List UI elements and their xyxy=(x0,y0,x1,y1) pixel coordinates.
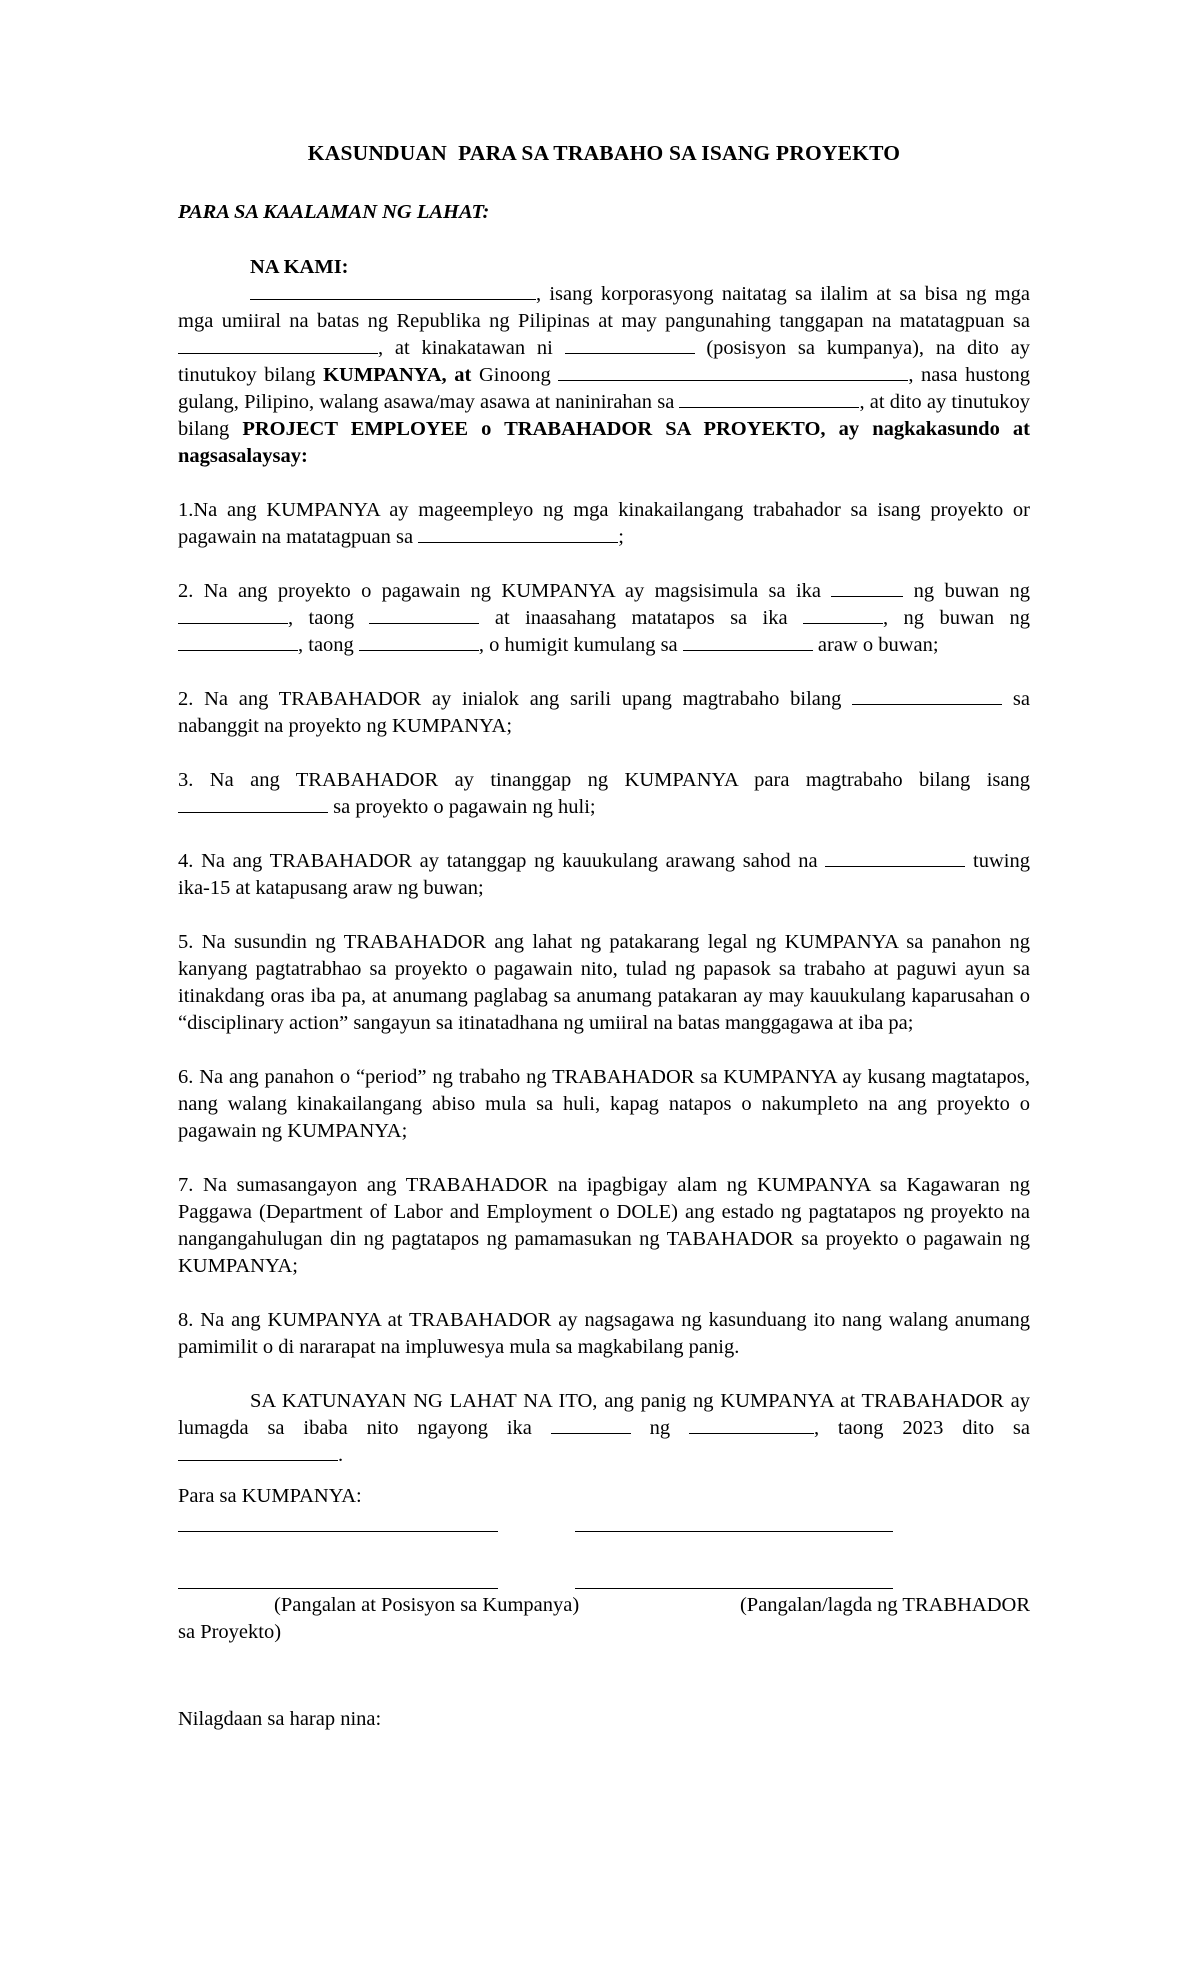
position-offered-blank xyxy=(852,686,1002,705)
residence-blank xyxy=(679,389,859,408)
signature-row-1 xyxy=(178,1510,1030,1537)
worker-caption-cont: sa Proyekto) xyxy=(178,1621,282,1643)
duration-blank xyxy=(683,632,813,651)
worker-signature-line xyxy=(575,1530,893,1532)
parties-paragraph: , isang korporasyong naitatag sa ilalim at sa bisa ng mga mga umiiral na batas ng Republika ng Pilipinas at may pangunahing tanggapan na matatagpuan sa , at kinakatawan ni (posisyon sa kumpanya), na dito ay tinutukoy bilang KUMPANYA, at Ginoong , nasa hustong gulang, Pilipino, walang asawa/may asawa at naninirahan sa , at dito ay tinutukoy bilang PROJECT EMPLOYEE o TRABAHADOR SA PROYEKTO, ay nagkakasundo at nagsasalaysay: xyxy=(178,283,1031,467)
signature-captions xyxy=(178,1592,1030,1646)
item-2-offer: 2. Na ang TRABAHADOR ay inialok ang sarili upang magtrabaho bilang sa nabanggit na proyekto ng KUMPANYA; xyxy=(178,688,1031,737)
position-hired-blank xyxy=(178,794,328,813)
end-month-blank xyxy=(178,632,298,651)
contract-document xyxy=(178,140,1030,1733)
company-signature-line xyxy=(178,1530,498,1532)
worker-caption: (Pangalan/lagda ng TRABHADOR xyxy=(739,1594,1030,1616)
item-4: 4. Na ang TRABAHADOR ay tatanggap ng kauukulang arawang sahod na tuwing ika-15 at katapusang araw ng buwan; xyxy=(178,850,1030,899)
daily-wage-blank xyxy=(825,848,965,867)
witness-label: Nilagdaan sa harap nina: xyxy=(178,1708,382,1730)
item-2-schedule: 2. Na ang proyekto o pagawain ng KUMPANYA ay magsisimula sa ika ng buwan ng , taong at inaasahang matatapos sa ika , ng buwan ng , taong , o humigit kumulang sa araw o buwan; xyxy=(178,580,1031,656)
start-month-blank xyxy=(178,605,288,624)
closing-paragraph: SA KATUNAYAN NG LAHAT NA ITO, ang panig ng KUMPANYA at TRABAHADOR ay lumagda sa ibaba nito ngayong ika ng , taong 2023 dito sa . xyxy=(178,1390,1031,1466)
company-caption: (Pangalan at Posisyon sa Kumpanya) xyxy=(274,1594,580,1616)
address-blank xyxy=(178,335,378,354)
item-6: 6. Na ang panahon o “period” ng trabaho ng TRABAHADOR sa KUMPANYA ay kusang magtatapos, nang walang kinakailangang abiso mula sa huli, kapag natapos o nakumpleto na ang proyekto o pagawain ng KUMPANYA; xyxy=(178,1066,1030,1142)
item-8: 8. Na ang KUMPANYA at TRABAHADOR ay nagsagawa ng kasunduang ito nang walang anumang pamimilit o di nararapat na impluwesya mula sa magkabilang panig. xyxy=(178,1309,1030,1358)
project-location-blank xyxy=(418,524,618,543)
company-name-line xyxy=(178,1587,498,1589)
company-name-blank xyxy=(250,281,536,300)
end-day-blank xyxy=(803,605,883,624)
representative-blank xyxy=(565,335,695,354)
intro-label: PARA SA KAALAMAN NG LAHAT: xyxy=(178,201,490,223)
worker-name-line xyxy=(575,1587,893,1589)
document-title: KASUNDUAN PARA SA TRABAHO SA ISANG PROYEKTO xyxy=(307,141,901,165)
start-year-blank xyxy=(369,605,479,624)
item-1: 1.Na ang KUMPANYA ay mageempleyo ng mga kinakailangang trabahador sa isang proyekto or pagawain na matatagpuan sa ; xyxy=(178,499,1030,548)
item-5: 5. Na susundin ng TRABAHADOR ang lahat ng patakarang legal ng KUMPANYA sa panahon ng kanyang pagtatrabhao sa proyekto o pagawain nito, tulad ng papasok sa trabaho at paguwi ayun sa itinakdang oras iba pa, at anumang paglabag sa anumang patakaran ay may kauukulang kaparusahan o “disciplinary action” sangayun sa itinatadhana ng umiiral na batas manggagawa at iba pa; xyxy=(178,931,1030,1034)
signature-section xyxy=(178,1483,1030,1733)
signing-day-blank xyxy=(551,1415,631,1434)
start-day-blank xyxy=(831,578,903,597)
end-year-blank xyxy=(359,632,479,651)
item-7: 7. Na sumasangayon ang TRABAHADOR na ipagbigay alam ng KUMPANYA sa Kagawaran ng Paggawa (Department of Labor and Employment o DOLE) ang estado ng pagtatapos ng proyekto na nangangahulugan din ng pagtatapos ng pamamasukan ng TABAHADOR sa proyekto o pagawain ng KUMPANYA; xyxy=(178,1174,1030,1277)
para-sa-kumpanya-label: Para sa KUMPANYA: xyxy=(178,1485,362,1507)
employee-name-blank xyxy=(558,362,908,381)
signing-month-blank xyxy=(689,1415,814,1434)
item-3: 3. Na ang TRABAHADOR ay tinanggap ng KUMPANYA para magtrabaho bilang isang sa proyekto o pagawain ng huli; xyxy=(178,769,1030,818)
signing-place-blank xyxy=(178,1442,338,1461)
na-kami-heading: NA KAMI: xyxy=(250,256,349,278)
